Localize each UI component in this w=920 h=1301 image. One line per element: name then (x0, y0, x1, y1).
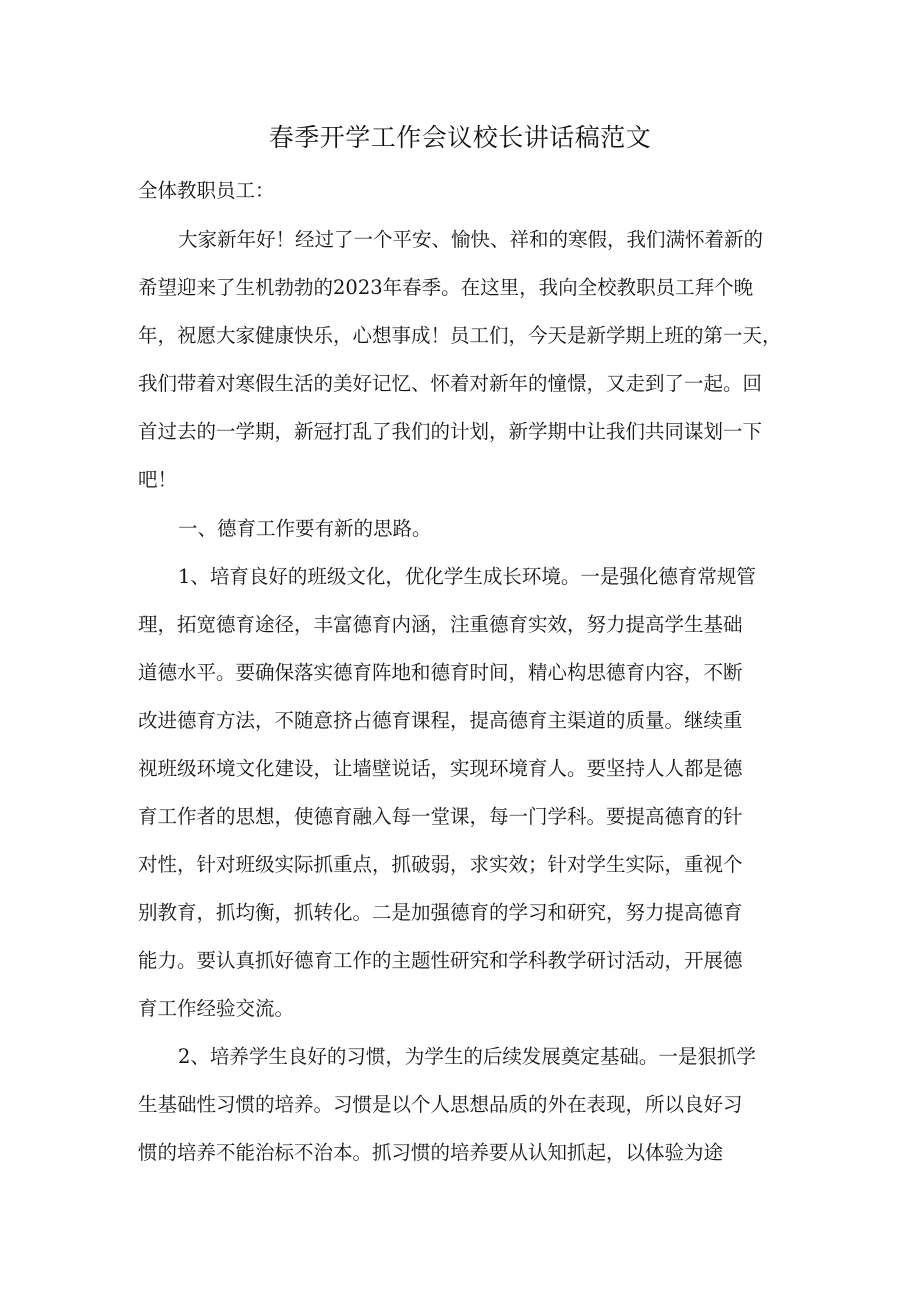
paragraph-line: 年，祝愿大家健康快乐，心想事成！员工们，今天是新学期上班的第一天， (138, 324, 782, 347)
paragraph-line: 改进德育方法，不随意挤占德育课程，提高德育主渠道的质量。继续重 (138, 709, 743, 732)
section-heading: 一、德育工作要有新的思路。 (178, 517, 432, 540)
paragraph-line: 视班级环境文化建设，让墙壁说话，实现环境育人。要坚持人人都是德 (138, 757, 743, 780)
paragraph-line: 1、培育良好的班级文化，优化学生成长环境。一是强化德育常规管 (178, 565, 756, 588)
paragraph-line: 我们带着对寒假生活的美好记忆、怀着对新年的憧憬，又走到了一起。回 (138, 372, 763, 395)
paragraph-line: 育工作经验交流。 (138, 997, 295, 1020)
paragraph-line: 对性，针对班级实际抓重点，抓破弱，求实效；针对学生实际，重视个 (138, 853, 743, 876)
document-title: 春季开学工作会议校长讲话稿范文 (268, 123, 652, 152)
paragraph-line: 育工作者的思想，使德育融入每一堂课，每一门学科。要提高德育的针 (138, 805, 743, 828)
salutation: 全体教职员工： (138, 179, 275, 202)
paragraph-line: 理，拓宽德育途径，丰富德育内涵，注重德育实效，努力提高学生基础 (138, 613, 743, 636)
paragraph-line: 2、培养学生良好的习惯，为学生的后续发展奠定基础。一是狠抓学 (178, 1045, 756, 1068)
paragraph-line: 能力。要认真抓好德育工作的主题性研究和学科教学研讨活动，开展德 (138, 949, 743, 972)
paragraph-line: 生基础性习惯的培养。习惯是以个人思想品质的外在表现，所以良好习 (138, 1093, 743, 1116)
paragraph-line: 惯的培养不能治标不治本。抓习惯的培养要从认知抓起，以体验为途 (138, 1141, 724, 1164)
paragraph-line: 首过去的一学期，新冠打乱了我们的计划，新学期中让我们共同谋划一下 (138, 420, 763, 443)
paragraph-line: 别教育，抓均衡，抓转化。二是加强德育的学习和研究，努力提高德育 (138, 901, 743, 924)
paragraph-line: 道德水平。要确保落实德育阵地和德育时间，精心构思德育内容，不断 (138, 661, 743, 684)
paragraph-line: 吧！ (138, 468, 178, 491)
paragraph-line: 大家新年好！经过了一个平安、愉快、祥和的寒假，我们满怀着新的 (178, 228, 764, 251)
paragraph-line: 希望迎来了生机勃勃的2023年春季。在这里，我向全校教职员工拜个晚 (138, 276, 754, 299)
